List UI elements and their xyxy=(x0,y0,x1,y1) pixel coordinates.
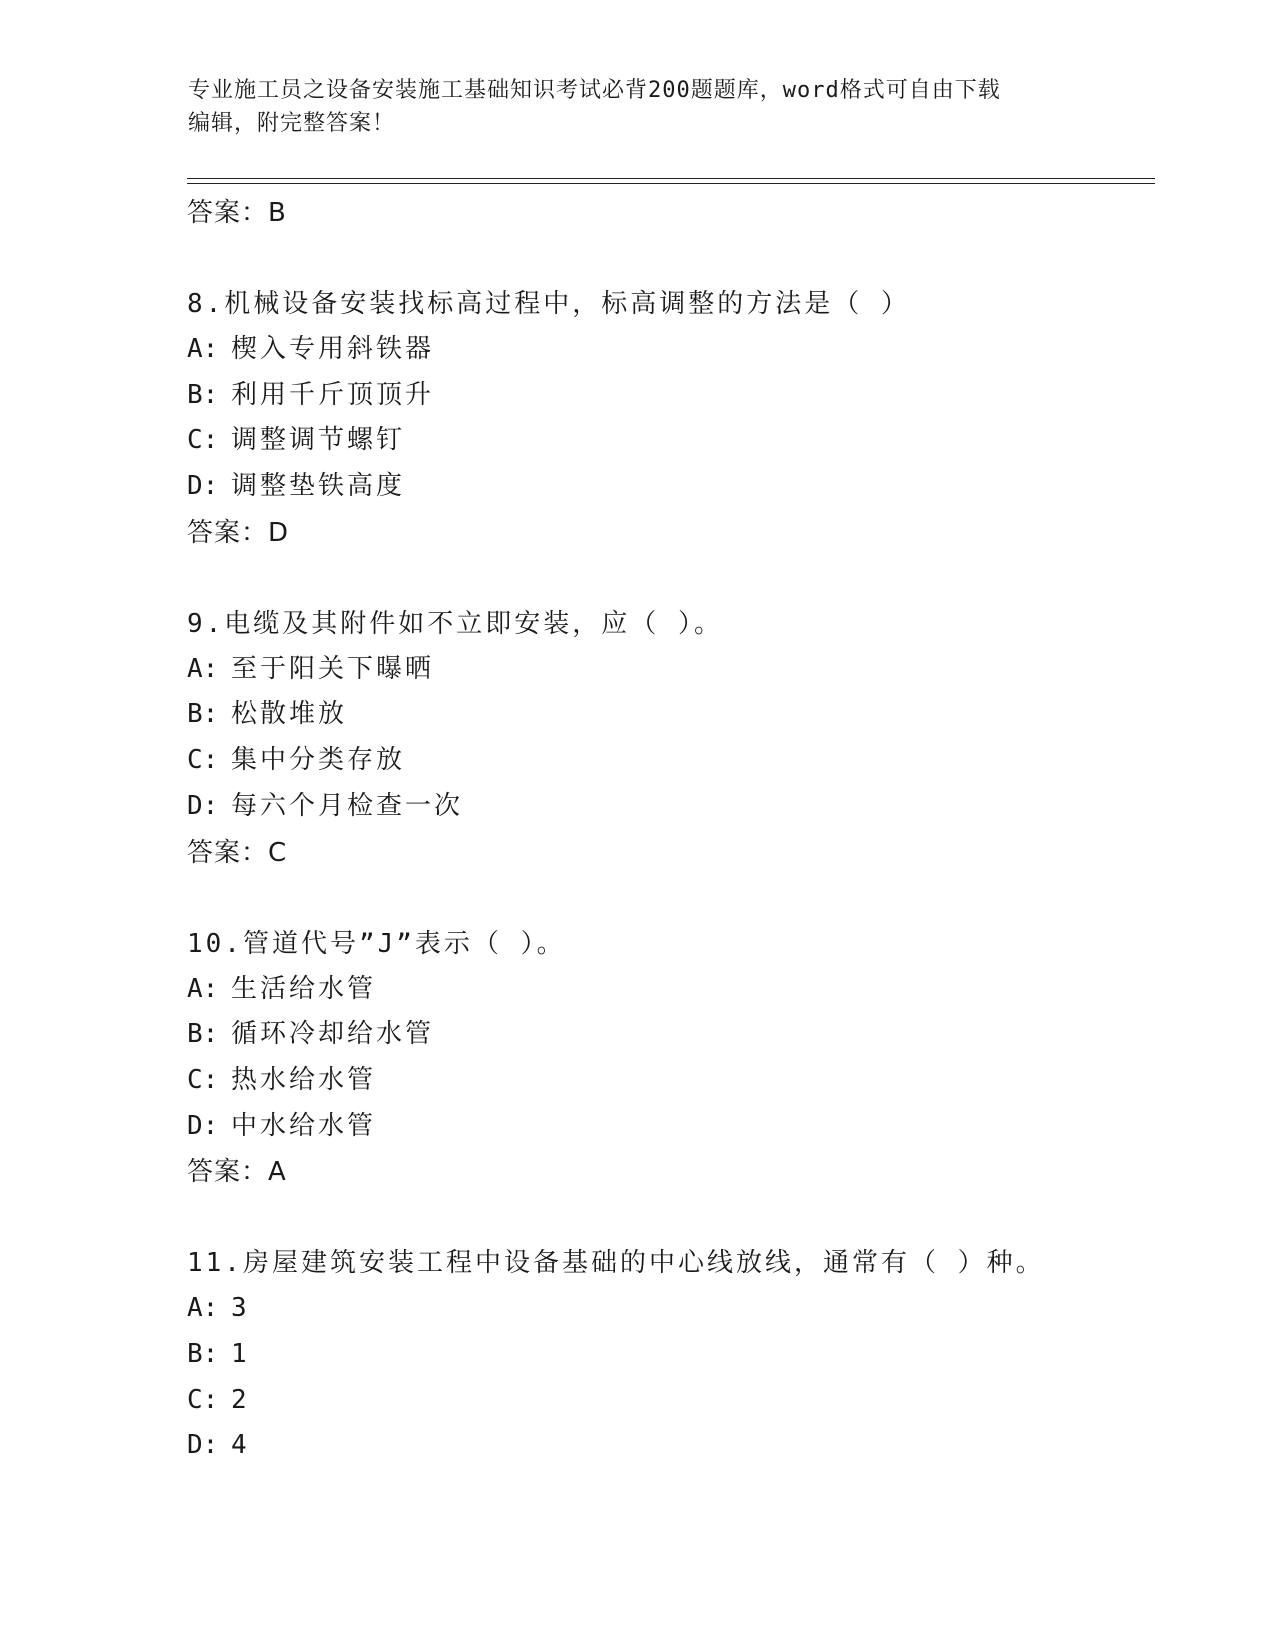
question-text: 11.房屋建筑安装工程中设备基础的中心线放线，通常有（ ）种。 xyxy=(187,1248,1045,1279)
option-letter: C: xyxy=(187,745,219,776)
option-d xyxy=(187,784,1155,830)
question-text: 9.电缆及其附件如不立即安装，应（ ）。 xyxy=(187,608,723,639)
option-c xyxy=(187,418,1155,464)
option-b xyxy=(187,1012,1155,1058)
question-10 xyxy=(187,921,1155,1196)
spacer xyxy=(187,1195,1155,1240)
option-letter: D: xyxy=(187,790,219,821)
option-letter: B: xyxy=(187,379,219,410)
question-text: 8.机械设备安装找标高过程中，标高调整的方法是（ ） xyxy=(187,289,910,319)
answer-label: 答案： xyxy=(187,198,269,228)
option-letter: A: xyxy=(187,1293,219,1324)
option-text: 每六个月检查一次 xyxy=(231,790,464,821)
option-letter: D: xyxy=(187,1110,219,1141)
option-letter: C: xyxy=(187,425,219,456)
answer-label: 答案： xyxy=(187,517,269,548)
spacer xyxy=(187,236,1155,281)
option-text: 调整垫铁高度 xyxy=(231,471,406,502)
answer-value: C xyxy=(268,837,288,868)
option-letter: C: xyxy=(187,1384,219,1415)
option-text: 3 xyxy=(231,1293,250,1324)
option-letter: B: xyxy=(187,1019,219,1050)
header-rule-bottom xyxy=(187,183,1155,184)
option-letter: B: xyxy=(187,699,219,730)
option-text: 调整调节螺钉 xyxy=(231,425,406,456)
option-b xyxy=(187,692,1155,738)
answer xyxy=(187,510,1155,556)
option-c xyxy=(187,738,1155,784)
question-list xyxy=(187,190,1155,1469)
option-d xyxy=(187,1423,1155,1469)
option-a xyxy=(187,327,1155,373)
option-c xyxy=(187,1058,1155,1104)
option-text: 至于阳关下曝晒 xyxy=(231,653,435,684)
option-text: 中水给水管 xyxy=(231,1110,377,1141)
option-b xyxy=(187,1332,1155,1378)
answer-value: A xyxy=(268,1157,287,1188)
answer xyxy=(187,1149,1155,1195)
option-text: 松散堆放 xyxy=(231,699,348,730)
option-text: 循环冷却给水管 xyxy=(231,1019,435,1050)
option-letter: D: xyxy=(187,471,219,502)
option-letter: B: xyxy=(187,1338,219,1369)
option-letter: A: xyxy=(187,653,219,684)
option-text: 2 xyxy=(231,1384,250,1415)
option-text: 热水给水管 xyxy=(231,1064,377,1095)
option-text: 1 xyxy=(231,1338,250,1369)
option-a xyxy=(187,1286,1155,1332)
option-d xyxy=(187,1104,1155,1150)
question-9 xyxy=(187,601,1155,876)
spacer xyxy=(187,556,1155,601)
header-rule-top xyxy=(187,178,1155,179)
option-letter: C: xyxy=(187,1064,219,1095)
option-text: 生活给水管 xyxy=(231,973,377,1004)
question-8 xyxy=(187,281,1155,556)
answer xyxy=(187,830,1155,876)
option-text: 4 xyxy=(231,1430,250,1461)
document-header xyxy=(188,74,1068,140)
option-a xyxy=(187,967,1155,1013)
question-11 xyxy=(187,1240,1155,1469)
answer-label: 答案： xyxy=(187,837,269,868)
answer-value: D xyxy=(268,517,290,548)
option-c xyxy=(187,1378,1155,1424)
previous-answer xyxy=(187,190,1155,236)
header-line-2: 编辑，附完整答案！ xyxy=(188,111,396,136)
option-b xyxy=(187,373,1155,419)
answer-label: 答案： xyxy=(187,1157,269,1188)
option-text: 利用千斤顶顶升 xyxy=(231,379,435,410)
option-text: 集中分类存放 xyxy=(231,745,406,776)
option-d xyxy=(187,464,1155,510)
option-a xyxy=(187,647,1155,693)
spacer xyxy=(187,876,1155,921)
option-letter: A: xyxy=(187,334,219,364)
question-text: 10.管道代号”J”表示（ ）。 xyxy=(187,928,566,959)
header-line-1: 专业施工员之设备安装施工基础知识考试必背200题题库，word格式可自由下载 xyxy=(188,78,1001,103)
option-letter: D: xyxy=(187,1430,219,1461)
option-text: 楔入专用斜铁器 xyxy=(231,334,435,364)
answer-value: B xyxy=(268,198,287,228)
option-letter: A: xyxy=(187,973,219,1004)
